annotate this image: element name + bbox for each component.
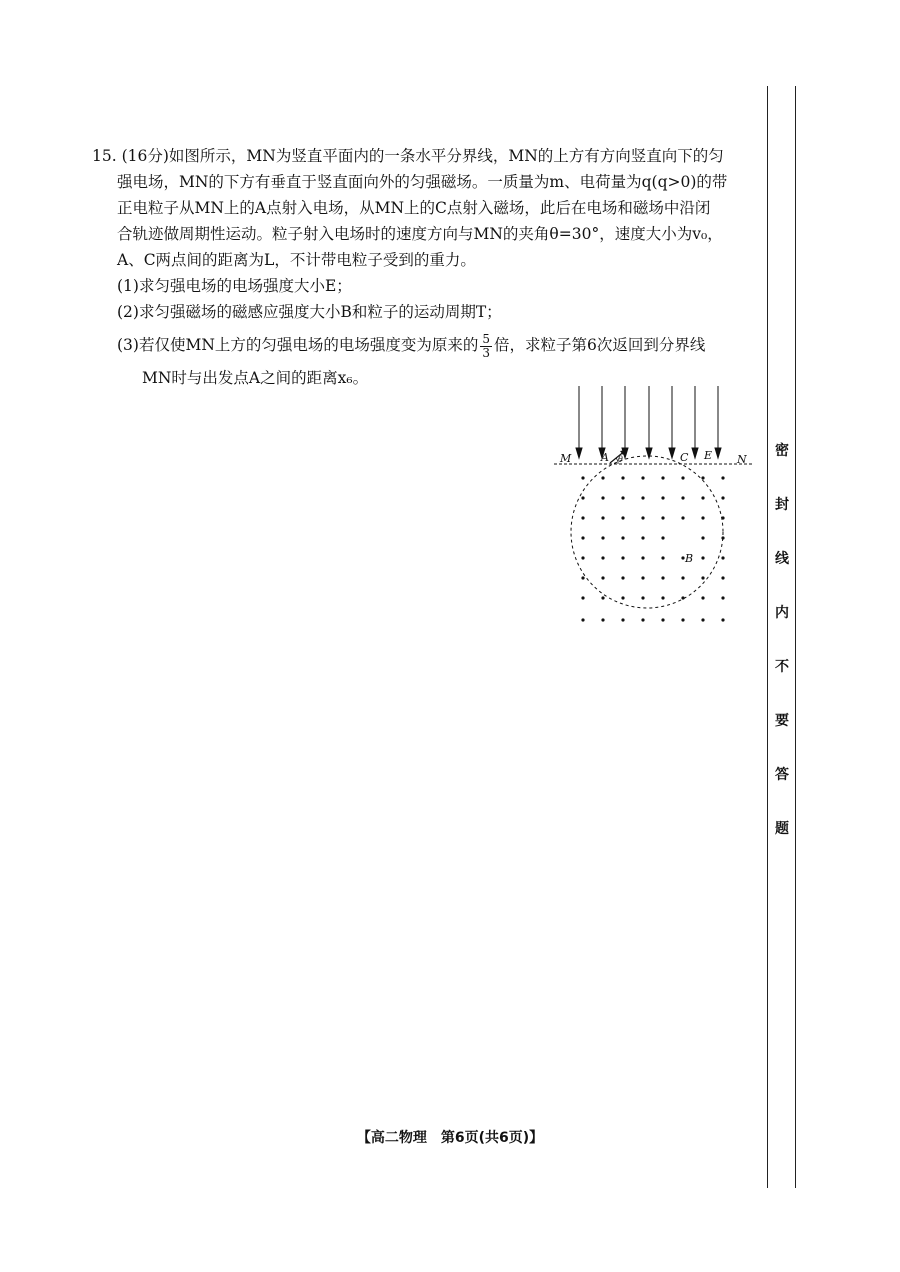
field-dot xyxy=(601,496,604,499)
field-dot xyxy=(601,618,604,621)
question-stem-line-5: A、C两点间的距离为L，不计带电粒子受到的重力。 xyxy=(117,251,476,269)
field-dot xyxy=(681,476,684,479)
field-dot xyxy=(681,496,684,499)
field-arrow xyxy=(692,386,698,458)
label-c: C xyxy=(680,451,689,464)
field-dot xyxy=(701,596,704,599)
field-dot xyxy=(601,556,604,559)
question-stem-line-4: 合轨迹做周期性运动。粒子射入电场时的速度方向与MN的夹角θ=30°，速度大小为v₀， xyxy=(117,225,723,243)
field-dot xyxy=(641,476,644,479)
label-b: B xyxy=(685,552,694,565)
field-dot xyxy=(621,496,624,499)
diagram-svg xyxy=(552,384,762,634)
seal-char: 不 xyxy=(775,659,789,675)
label-theta: θ xyxy=(618,455,623,464)
field-dot xyxy=(581,476,584,479)
sub-question-3-text-after: 倍，求粒子第6次返回到分界线 xyxy=(494,336,706,354)
field-dot xyxy=(721,556,724,559)
field-dot xyxy=(641,556,644,559)
field-dot xyxy=(721,576,724,579)
magnetic-field-dots xyxy=(581,476,724,621)
sub-question-2: (2)求匀强磁场的磁感应强度大小B和粒子的运动周期T； xyxy=(117,303,502,321)
field-dot xyxy=(641,618,644,621)
question-stem-line-2: 强电场，MN的下方有垂直于竖直面向外的匀强磁场。一质量为m、电荷量为q(q>0)的带 xyxy=(117,173,728,191)
field-dot xyxy=(661,596,664,599)
field-dot xyxy=(721,596,724,599)
seal-char: 线 xyxy=(775,551,789,567)
question-stem-line-3: 正电粒子从MN上的A点射入电场，从MN上的C点射入磁场，此后在电场和磁场中沿闭 xyxy=(117,199,711,217)
field-dot xyxy=(641,496,644,499)
fraction-five-thirds xyxy=(480,333,492,360)
field-arrow xyxy=(646,386,652,458)
seal-char: 密 xyxy=(775,443,789,459)
field-dot xyxy=(721,476,724,479)
field-dot xyxy=(641,536,644,539)
question-stem-line-1: 15. (16分)如图所示，MN为竖直平面内的一条水平分界线，MN的上方有方向竖直向下的匀 xyxy=(92,147,724,165)
field-dot xyxy=(661,618,664,621)
field-dot xyxy=(721,536,724,539)
seal-char: 要 xyxy=(775,713,789,729)
binding-line-outer xyxy=(795,86,796,1188)
field-dot xyxy=(701,516,704,519)
field-dot xyxy=(661,556,664,559)
field-dot xyxy=(581,556,584,559)
trajectory-circle xyxy=(571,456,723,608)
label-m: M xyxy=(560,452,572,465)
field-dot xyxy=(681,618,684,621)
field-dot xyxy=(661,536,664,539)
field-dot xyxy=(701,536,704,539)
field-arrow xyxy=(715,386,721,458)
binding-line-inner xyxy=(767,86,768,1188)
field-dot xyxy=(621,596,624,599)
field-dot xyxy=(661,476,664,479)
seal-char: 答 xyxy=(775,767,789,783)
fraction-numerator: 5 xyxy=(482,331,491,346)
field-arrow xyxy=(576,386,582,458)
label-e: E xyxy=(704,449,713,462)
field-dot xyxy=(581,576,584,579)
sub-question-3-line-2: MN时与出发点A之间的距离x₆。 xyxy=(142,369,369,387)
field-arrow xyxy=(669,386,675,458)
field-dot xyxy=(641,596,644,599)
sub-question-1: (1)求匀强电场的电场强度大小E； xyxy=(117,277,352,295)
sub-question-3-text-before: (3)若仅使MN上方的匀强电场的电场强度变为原来的 xyxy=(117,336,479,354)
field-dot xyxy=(661,516,664,519)
field-arrow xyxy=(599,386,605,458)
sub-question-3 xyxy=(92,325,762,365)
field-dot xyxy=(601,596,604,599)
physics-diagram xyxy=(552,384,762,634)
field-dot xyxy=(721,618,724,621)
field-dot xyxy=(621,536,624,539)
field-dot xyxy=(621,516,624,519)
field-dot xyxy=(621,618,624,621)
label-n: N xyxy=(737,453,747,466)
field-dot xyxy=(621,576,624,579)
field-dot xyxy=(641,516,644,519)
question-15 xyxy=(92,143,762,391)
fraction-denominator: 3 xyxy=(482,345,491,360)
field-dot xyxy=(581,516,584,519)
field-dot xyxy=(601,576,604,579)
field-dot xyxy=(701,496,704,499)
page-footer: 【高二物理 第6页(共6页)】 xyxy=(356,1130,544,1146)
field-dot xyxy=(701,576,704,579)
electric-field-arrows xyxy=(576,386,721,458)
field-dot xyxy=(721,516,724,519)
field-dot xyxy=(601,516,604,519)
field-dot xyxy=(721,496,724,499)
field-dot xyxy=(621,556,624,559)
field-dot xyxy=(581,496,584,499)
seal-char: 封 xyxy=(775,497,789,513)
field-dot xyxy=(661,496,664,499)
field-dot xyxy=(701,556,704,559)
label-a: A xyxy=(601,451,609,464)
field-dot xyxy=(701,476,704,479)
field-dot xyxy=(601,536,604,539)
field-dot xyxy=(601,476,604,479)
field-dot xyxy=(581,596,584,599)
field-dot xyxy=(701,618,704,621)
seal-char: 内 xyxy=(775,605,789,621)
seal-char: 题 xyxy=(775,821,789,837)
field-dot xyxy=(581,536,584,539)
field-dot xyxy=(681,576,684,579)
field-dot xyxy=(621,476,624,479)
field-dot xyxy=(681,596,684,599)
field-arrow xyxy=(622,386,628,458)
field-dot xyxy=(661,576,664,579)
field-dot xyxy=(681,516,684,519)
field-dot xyxy=(641,576,644,579)
field-dot xyxy=(581,618,584,621)
